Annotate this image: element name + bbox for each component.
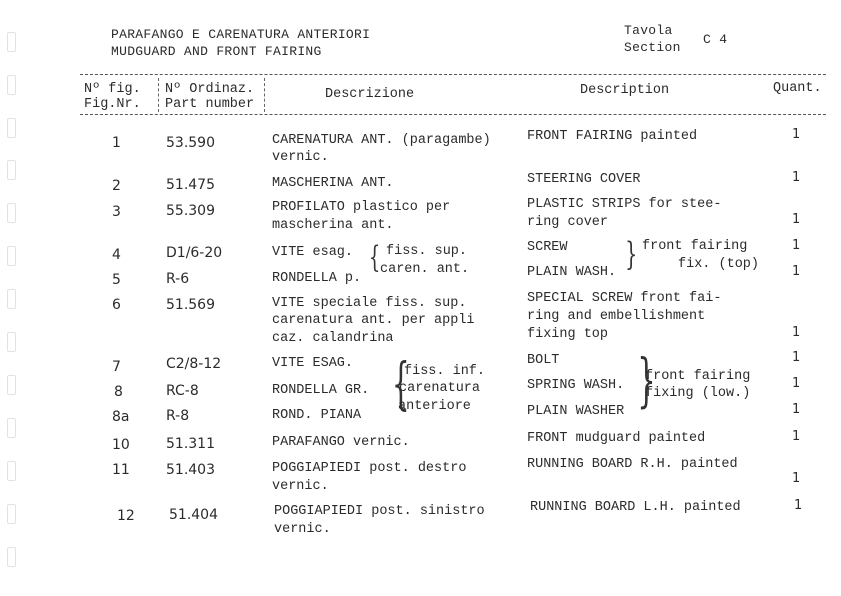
row-desc-it: POGGIAPIEDI post. sinistro [274, 504, 485, 519]
row-fig: 7 [112, 359, 121, 375]
row-qty: 1 [792, 376, 801, 391]
row-part: 55.309 [166, 203, 215, 219]
row-desc-it: VITE ESAG. [272, 356, 354, 371]
row-fig: 5 [112, 272, 121, 288]
row-part: D1/6-20 [166, 245, 223, 261]
group-desc-it: caren. ant. [380, 262, 470, 277]
group-brace: { [368, 240, 381, 275]
row-part: R-8 [166, 408, 190, 424]
group-desc-en: front fairing [642, 239, 748, 254]
row-part: R-6 [166, 271, 190, 287]
row-desc-it: caz. calandrina [272, 331, 394, 346]
group-desc-en: front fairing [645, 369, 751, 384]
col-part-header: Nº Ordinaz. [165, 82, 255, 97]
row-fig: 8 [114, 384, 123, 400]
row-desc-en: RUNNING BOARD L.H. painted [530, 500, 741, 515]
row-fig: 1 [112, 135, 121, 151]
row-fig: 8a [112, 409, 130, 425]
row-qty: 1 [792, 170, 801, 185]
row-qty: 1 [792, 212, 801, 227]
col-divider [264, 78, 265, 112]
row-desc-it: RONDELLA p. [272, 271, 362, 286]
row-desc-en: SPRING WASH. [527, 378, 625, 393]
row-part: 51.475 [166, 177, 215, 193]
row-desc-it: mascherina ant. [272, 218, 394, 233]
row-qty: 1 [792, 350, 801, 365]
group-desc-it: fiss. inf. [404, 364, 486, 379]
row-fig: 2 [112, 178, 121, 194]
col-fig-header: Nº fig. [84, 82, 141, 97]
row-part: 51.569 [166, 297, 215, 313]
punch-mark [7, 289, 16, 309]
row-desc-en: SPECIAL SCREW front fai- [527, 291, 722, 306]
row-desc-it: vernic. [272, 150, 329, 165]
header-top-rule [80, 74, 826, 75]
row-part: 51.311 [166, 436, 215, 452]
section-label-it: Tavola [624, 23, 673, 38]
row-qty: 1 [792, 127, 801, 142]
row-desc-it: VITE esag. [272, 245, 354, 260]
row-desc-it: vernic. [272, 479, 329, 494]
row-fig: 6 [112, 297, 121, 313]
row-desc-it: vernic. [274, 522, 331, 537]
section-code: C 4 [703, 32, 728, 47]
punch-mark [7, 246, 16, 266]
row-part: 51.404 [169, 507, 218, 523]
section-label-en: Section [624, 40, 681, 55]
punch-mark [7, 118, 16, 138]
group-desc-it: fiss. sup. [386, 244, 468, 259]
punch-mark [7, 32, 16, 52]
punch-mark [7, 418, 16, 438]
header-bottom-rule [80, 114, 826, 115]
row-fig: 4 [112, 247, 121, 263]
row-desc-en: PLAIN WASH. [527, 265, 617, 280]
row-desc-it: carenatura ant. per appli [272, 313, 475, 328]
row-desc-it: ROND. PIANA [272, 408, 362, 423]
col-desc-en-header: Description [580, 83, 670, 98]
group-brace: } [637, 346, 656, 414]
group-desc-it: carenatura [399, 381, 481, 396]
group-desc-en: fixing (low.) [645, 386, 751, 401]
col-fig-header-en: Fig.Nr. [84, 97, 141, 112]
group-desc-it: anteriore [398, 399, 471, 414]
group-brace: { [391, 352, 410, 417]
punch-mark [7, 203, 16, 223]
row-qty: 1 [792, 402, 801, 417]
punch-mark [7, 160, 16, 180]
row-desc-it: POGGIAPIEDI post. destro [272, 461, 467, 476]
col-divider [158, 78, 159, 112]
row-part: RC-8 [166, 383, 199, 399]
row-fig: 11 [112, 462, 130, 478]
row-desc-en: FRONT mudguard painted [527, 431, 706, 446]
row-qty: 1 [792, 471, 801, 486]
col-desc-it-header: Descrizione [325, 87, 415, 102]
punch-mark [7, 375, 16, 395]
row-desc-en: ring cover [527, 215, 609, 230]
row-desc-it: MASCHERINA ANT. [272, 176, 394, 191]
page-title-en: MUDGUARD AND FRONT FAIRING [111, 44, 322, 59]
row-desc-en: PLAIN WASHER [527, 404, 625, 419]
row-desc-it: CARENATURA ANT. (paragambe) [272, 133, 491, 148]
row-desc-en: BOLT [527, 353, 560, 368]
punch-mark [7, 504, 16, 524]
row-qty: 1 [792, 264, 801, 279]
group-brace: } [625, 235, 638, 273]
row-desc-en: SCREW [527, 240, 568, 255]
punch-mark [7, 332, 16, 352]
row-desc-it: PARAFANGO vernic. [272, 435, 410, 450]
row-desc-it: VITE speciale fiss. sup. [272, 296, 467, 311]
row-part: 51.403 [166, 462, 215, 478]
row-desc-en: ring and embellishment [527, 309, 706, 324]
row-desc-en: RUNNING BOARD R.H. painted [527, 457, 738, 472]
row-fig: 3 [112, 204, 121, 220]
row-desc-en: FRONT FAIRING painted [527, 129, 698, 144]
row-desc-en: PLASTIC STRIPS for stee- [527, 197, 722, 212]
group-desc-en: fix. (top) [678, 257, 760, 272]
row-desc-en: fixing top [527, 327, 609, 342]
row-desc-en: STEERING COVER [527, 172, 641, 187]
punch-mark [7, 75, 16, 95]
punch-mark [7, 461, 16, 481]
row-qty: 1 [792, 238, 801, 253]
row-part: 53.590 [166, 135, 215, 151]
col-qty-header: Quant. [773, 81, 822, 96]
row-qty: 1 [792, 325, 801, 340]
row-desc-it: RONDELLA GR. [272, 383, 370, 398]
row-qty: 1 [794, 498, 803, 513]
row-fig: 12 [117, 508, 135, 524]
row-fig: 10 [112, 437, 130, 453]
col-part-header-en: Part number [165, 97, 255, 112]
row-qty: 1 [792, 429, 801, 444]
row-desc-it: PROFILATO plastico per [272, 200, 451, 215]
punch-mark [7, 547, 16, 567]
row-part: C2/8-12 [166, 356, 222, 372]
page-title-it: PARAFANGO E CARENATURA ANTERIORI [111, 27, 371, 42]
